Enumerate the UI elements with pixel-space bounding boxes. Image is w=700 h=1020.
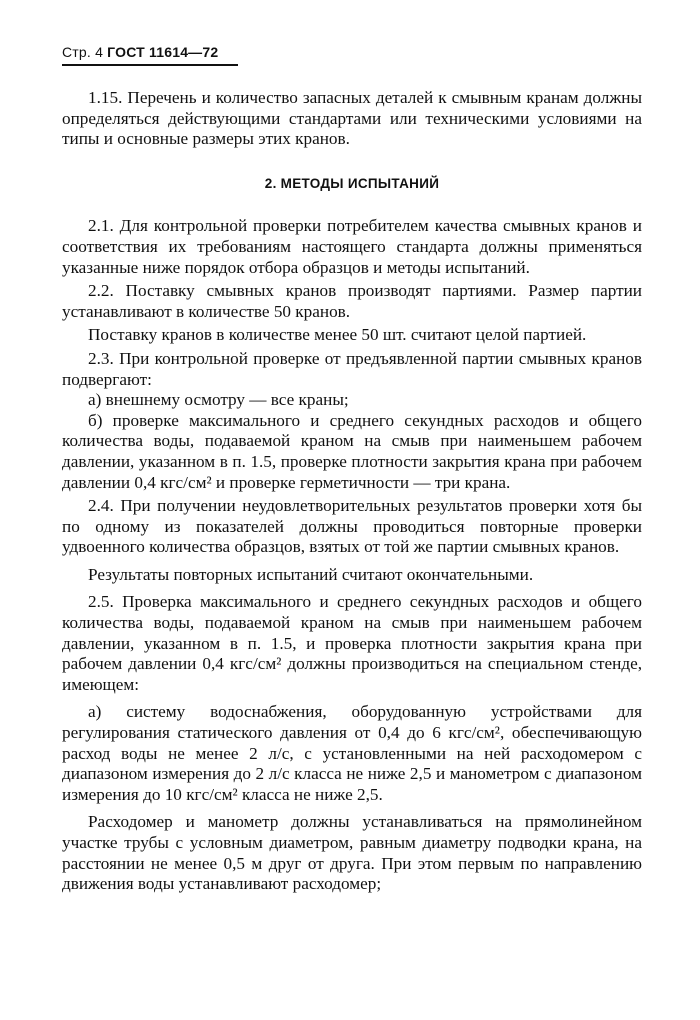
paragraph-2-5-continued: Расходомер и манометр должны устанавливаться на прямолинейном участке трубы с условным диаметром, равным диаметру подводки крана, на расстоянии не менее 0,5 м друг от друга. При этом первым по направлению движения воды устанавливают расходомер;: [62, 812, 642, 894]
paragraph-2-5-item-a: а) систему водоснабжения, оборудованную устройствами для регулирования статического давления от 0,4 до 6 кгс/см², обеспечивающую расход воды не менее 2 л/с, с установленными на ней расходомером с диапазоном измерения до 2 л/с класса не ниже 2,5 и манометром с диапазоном измерения до 10 кгс/см² класса не ниже 2,5.: [62, 702, 642, 804]
page-number-label: Стр. 4: [62, 44, 104, 60]
section-title: 2. МЕТОДЫ ИСПЫТАНИЙ: [264, 175, 440, 191]
paragraph-2-2: 2.2. Поставку смывных кранов производят партиями. Размер партии устанавливают в количестве 50 кранов.: [62, 281, 642, 321]
paragraph-2-4-continued: Результаты повторных испытаний считают окончательными.: [88, 564, 534, 584]
page-header: [62, 44, 642, 60]
paragraph-2-5: 2.5. Проверка максимального и среднего секундных расходов и общего количества воды, подаваемой краном на смыв при наименьшем рабочем давлении, указанном в п. 1.5, и проверка плотности закрытия крана при рабочем давлении 0,4 кгс/см² должны производиться на специальном стенде, имеющем:: [62, 592, 642, 694]
document-body: [62, 88, 642, 895]
paragraph-2-2-continued: Поставку кранов в количестве менее 50 шт. считают целой партией.: [88, 325, 587, 345]
header-rule: [62, 64, 238, 66]
paragraph-2-4: 2.4. При получении неудовлетворительных результатов проверки хотя бы по одному из показателей должны проводиться повторные проверки удвоенного количества образцов, взятых от той же партии смывных кранов.: [62, 496, 642, 557]
paragraph-1-15: 1.15. Перечень и количество запасных деталей к смывным кранам должны определяться действующими стандартами или техническими условиями на типы и основные размеры этих кранов.: [62, 88, 642, 149]
paragraph-2-3: 2.3. При контрольной проверке от предъявленной партии смывных кранов подвергают:: [62, 348, 642, 389]
paragraph-2-1: 2.1. Для контрольной проверки потребителем качества смывных кранов и соответствия их требованиям настоящего стандарта должны применяться указанные ниже порядок отбора образцов и методы испытаний.: [62, 216, 642, 277]
paragraph-2-3-item-b: б) проверке максимального и среднего секундных расходов и общего количества воды, подаваемой краном на смыв при наименьшем рабочем давлении, указанном в п. 1.5, проверке плотности закрытия крана при рабочем давлении 0,4 кгс/см² и проверке герметичности — три крана.: [62, 410, 642, 492]
standard-number: ГОСТ 11614—72: [107, 44, 219, 60]
paragraph-2-3-item-a: а) внешнему осмотру — все краны;: [88, 390, 349, 410]
document-page: [62, 44, 642, 895]
